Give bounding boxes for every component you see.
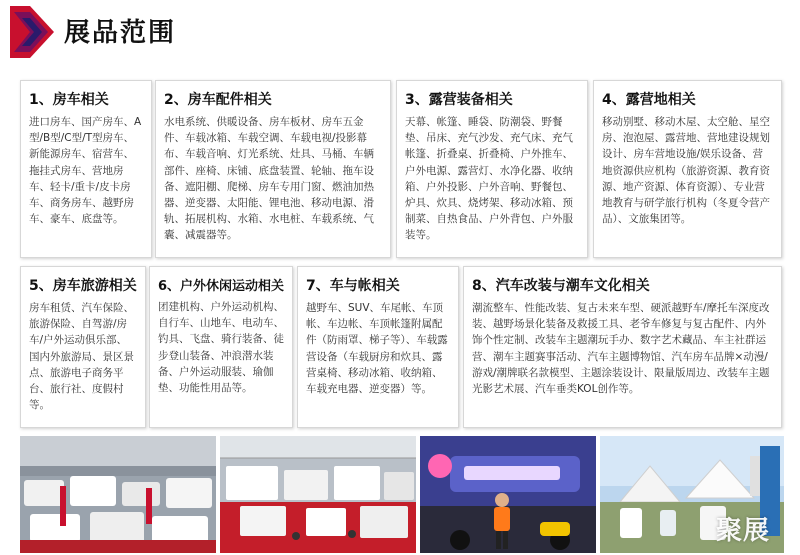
- brand-logo-icon: [0, 4, 56, 60]
- category-card-8: [463, 266, 782, 428]
- category-heading: 3、露营装备相关: [405, 92, 513, 108]
- photo-strip: [20, 436, 784, 553]
- category-card-7: [297, 266, 459, 428]
- header: [0, 0, 800, 68]
- category-heading: 2、房车配件相关: [164, 92, 272, 108]
- category-heading: 1、房车相关: [29, 92, 109, 108]
- category-body: 越野车、SUV、车尾帐、车顶帐、车边帐、车顶帐篷附属配件（防雨罩、梯子等）、车载露营设备（车载厨房和炊具、露营桌椅、移动冰箱、收纳箱、车载充电器、逆变器）等。: [306, 302, 448, 396]
- category-card-1: [20, 80, 152, 258]
- category-card-6: [149, 266, 293, 428]
- category-body: 水电系统、供暖设备、房车板材、房车五金件、车载冰箱、车载空调、车载电视/投影幕布、车载音响、灯光系统、灶具、马桶、车辆部件、座椅、床铺、底盘装置、轮轴、拖车设备、遮阳棚、爬梯、房车专用门窗、燃油加热器、逆变器、太阳能、锂电池、移动电源、滑轨、拓展机构、水箱、水电桩、车载系统、气囊、减震器等。: [164, 116, 374, 242]
- category-card-4: [593, 80, 782, 258]
- category-card-3: [396, 80, 588, 258]
- category-card-5: [20, 266, 146, 428]
- photo-rv-exhibition-hall: [20, 436, 216, 553]
- watermark-text: 聚展: [715, 516, 770, 546]
- category-heading: 5、房车旅游相关: [29, 278, 137, 294]
- category-heading: 4、露营地相关: [602, 92, 696, 108]
- category-heading: 7、车与帐相关: [306, 278, 400, 294]
- category-body: 潮流整车、性能改装、复古未来车型、硬派越野车/摩托车深度改装、越野场景化装备及救援工具、老爷车修复与复古配件、内外饰个性定制、改装车主题潮玩手办、数字艺术藏品、车主社群运营、潮车主题赛事活动、汽车主题博物馆、汽车房车品牌×动漫/游戏/潮牌联名款模型、主题涂装设计、限量版周边、改装车主题光影艺术展、汽车垂类KOL创作等。: [472, 302, 770, 396]
- category-body: 房车租赁、汽车保险、旅游保险、自驾游/房车/户外运动俱乐部、国内外旅游局、景区景点、旅游电子商务平台、旅行社、度假村等。: [29, 302, 134, 412]
- photo-rv-exhibition-aisle: [220, 436, 416, 553]
- category-heading: 8、汽车改装与潮车文化相关: [472, 278, 650, 294]
- category-body: 团建机构、户外运动机构、自行车、山地车、电动车、钓具、飞盘、骑行装备、徒步登山装备、冲浪潜水装备、户外运动服装、瑜伽垫、功能性用品等。: [158, 301, 284, 395]
- category-card-2: [155, 80, 391, 258]
- category-body: 移动别墅、移动木屋、太空舱、星空房、泡泡屋、露营地、营地建设规划设计、房车营地设施/娱乐设备、营地资源供应机构（旅游资源、教育资源、地产资源、体育资源）、专业营地教育与研学旅行机构（冬夏令营产品）、文旅集团等。: [602, 116, 770, 226]
- category-heading: 6、户外休闲运动相关: [158, 279, 285, 294]
- page-title: 展品范围: [64, 18, 177, 48]
- category-body: 天幕、帐篷、睡袋、防潮袋、野餐垫、吊床、充气沙发、充气床、充气帐篷、折叠桌、折叠椅、户外推车、户外电源、露营灯、水净化器、收纳箱、户外投影、户外音响、野餐包、炉具、炊具、烧烤架、移动冰箱、预制菜、自热食品、户外背包、户外服装等。: [405, 116, 573, 242]
- photo-camping-life-stage: [420, 436, 596, 553]
- category-body: 进口房车、国产房车、A型/B型/C型/T型房车、新能源房车、宿营车、拖挂式房车、营地房车、轻卡/重卡/皮卡房车、商务房车、越野房车、豪车、底盘等。: [29, 116, 142, 226]
